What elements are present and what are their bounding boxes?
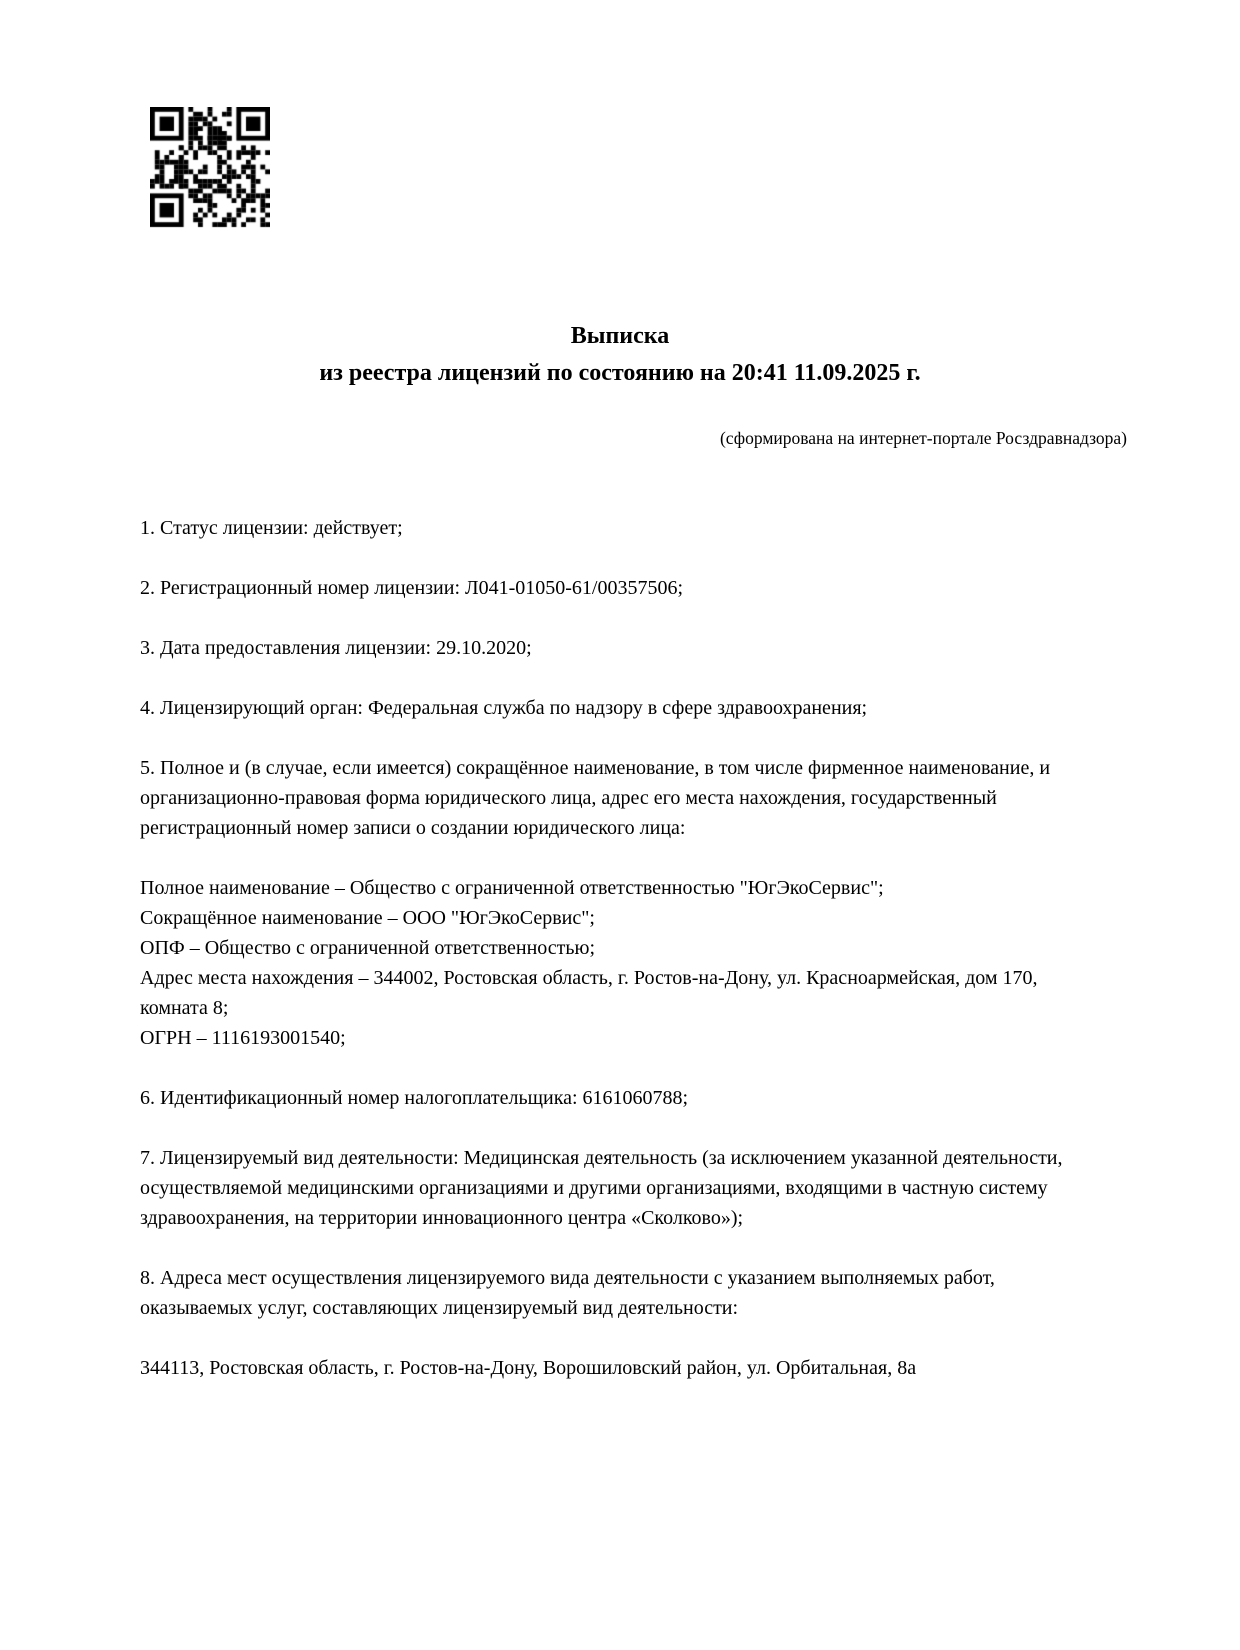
document-title (0, 318, 1240, 392)
title-line-1: Выписка (570, 323, 670, 349)
generated-note: (сформирована на интернет-портале Росздравнадзора) (719, 428, 1127, 448)
org-short-name: Сокращённое наименование – ООО "ЮгЭкоСервис"; (140, 907, 595, 929)
org-details (140, 873, 1108, 1053)
org-legal-form: ОПФ – Общество с ограниченной ответственностью; (140, 937, 596, 959)
activity-type: 7. Лицензируемый вид деятельности: Медицинская деятельность (за исключением указанной деятельности, осуществляемой медицинскими организациями и другими организациями, входящими в частную систему здравоохранения, на территории инновационного центра «Сколково»); (140, 1147, 1063, 1229)
license-status: 1. Статус лицензии: действует; (140, 517, 403, 539)
org-full-name: Полное наименование – Общество с ограниченной ответственностью "ЮгЭкоСервис"; (140, 877, 884, 899)
registration-number: 2. Регистрационный номер лицензии: Л041-01050-61/00357506; (140, 577, 684, 599)
qr-code (150, 107, 270, 229)
licensing-authority: 4. Лицензирующий орган: Федеральная служба по надзору в сфере здравоохранения; (140, 697, 868, 719)
org-ogrn: ОГРН – 1116193001540; (140, 1027, 346, 1049)
taxpayer-number: 6. Идентификационный номер налогоплательщика: 6161060788; (140, 1087, 689, 1109)
activity-addresses-intro: 8. Адреса мест осуществления лицензируемого вида деятельности с указанием выполняемых работ, оказываемых услуг, составляющих лицензируемый вид деятельности: (140, 1267, 995, 1319)
activity-address: 344113, Ростовская область, г. Ростов-на-Дону, Ворошиловский район, ул. Орбитальная, 8а (140, 1357, 917, 1379)
org-name-intro: 5. Полное и (в случае, если имеется) сокращённое наименование, в том числе фирменное наименование, и организационно-правовая форма юридического лица, адрес его места нахождения, государственный регистрационный номер записи о создании юридического лица: (140, 757, 1051, 839)
document-body (140, 513, 1108, 1413)
org-address: Адрес места нахождения – 344002, Ростовская область, г. Ростов-на-Дону, ул. Красноармейская, дом 170, комната 8; (140, 967, 1038, 1019)
title-line-2: из реестра лицензий по состоянию на 20:41 11.09.2025 г. (319, 360, 921, 386)
grant-date: 3. Дата предоставления лицензии: 29.10.2020; (140, 637, 532, 659)
